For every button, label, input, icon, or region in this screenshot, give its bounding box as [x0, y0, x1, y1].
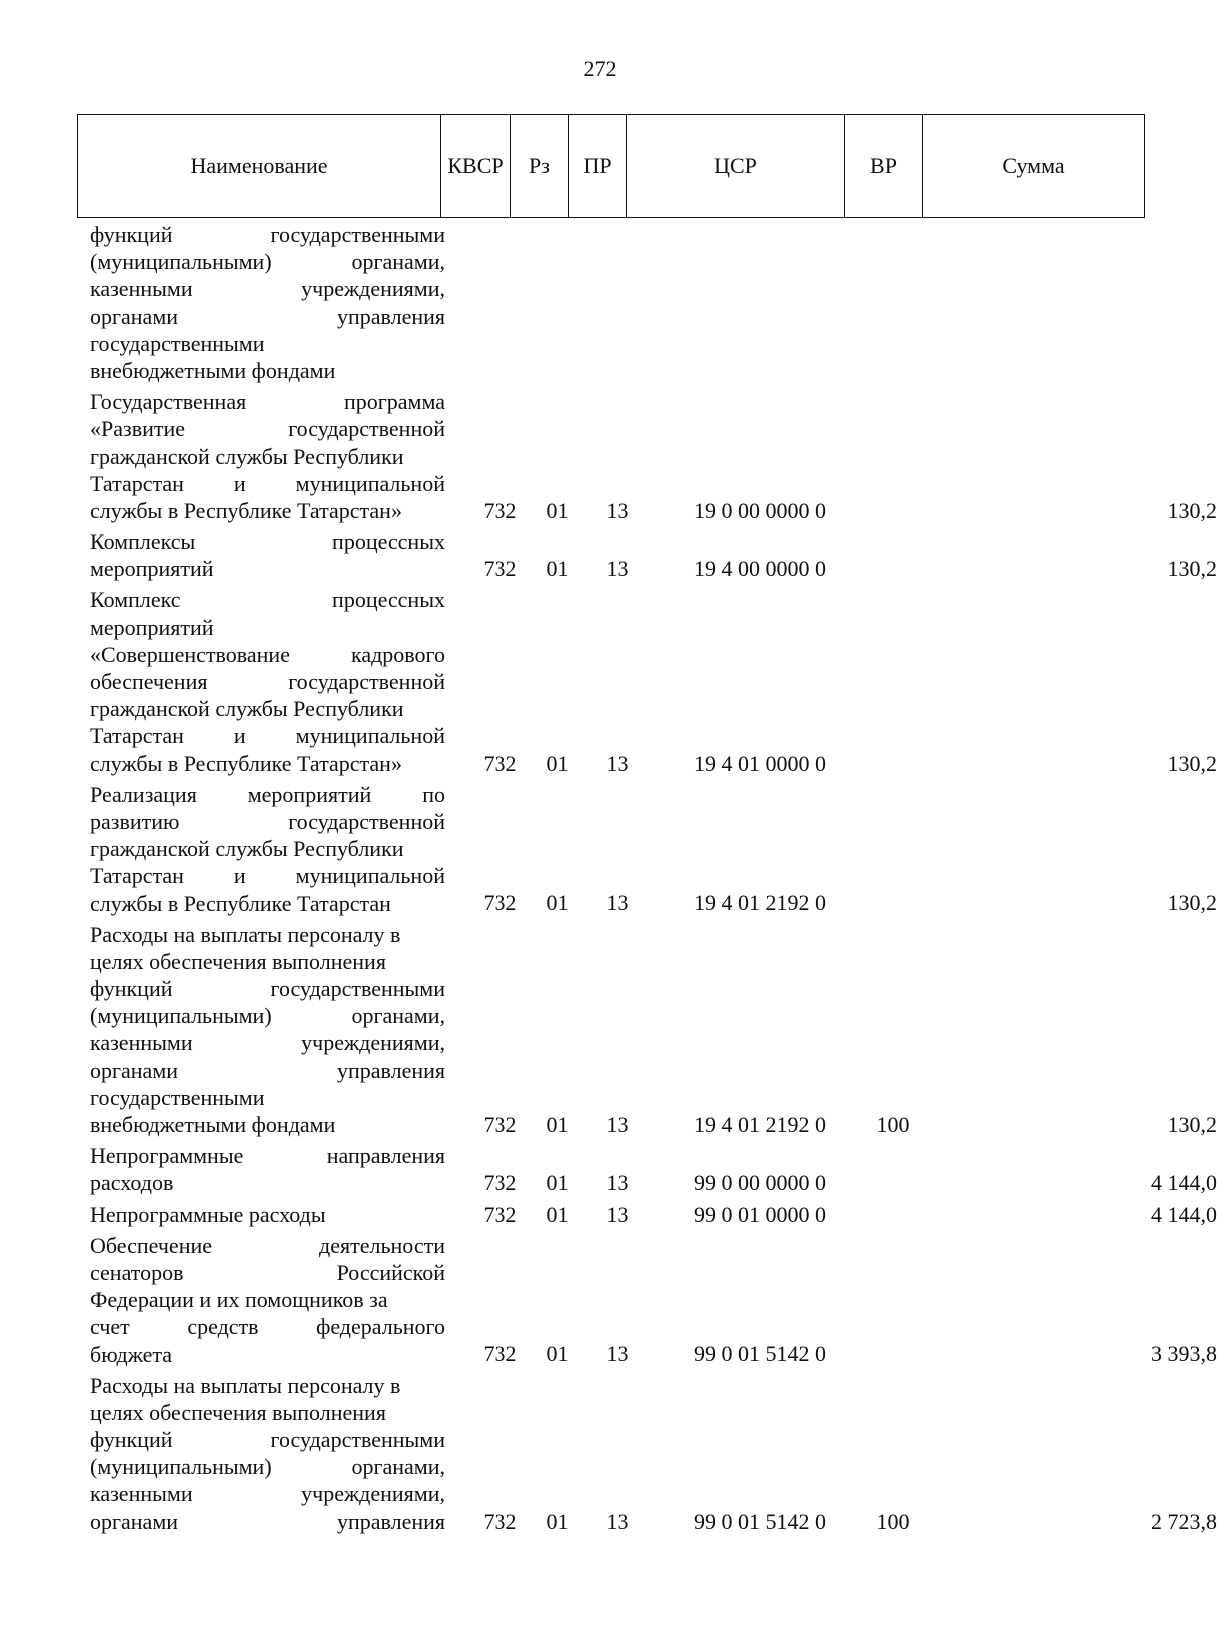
name-word: государственными — [270, 1427, 445, 1453]
name-word: Татарстан — [90, 723, 184, 749]
name-line — [90, 890, 445, 917]
cell-sum: 4 144,0 — [1151, 1170, 1217, 1196]
name-word: программа — [343, 389, 445, 415]
cell-kvsr: 732 — [483, 750, 517, 776]
name-line — [90, 975, 445, 1002]
name-word: процессных — [332, 529, 445, 555]
name-word: гражданской службы Республики — [90, 836, 404, 862]
name-line — [90, 614, 445, 641]
table-row — [90, 1201, 1217, 1228]
table-row — [90, 1232, 1217, 1368]
name-word: Непрограммные — [90, 1143, 244, 1169]
cell-sum: 130,2 — [1167, 890, 1217, 916]
name-word: направления — [326, 1143, 445, 1169]
cell-name — [90, 528, 445, 582]
name-line — [90, 722, 445, 749]
name-line — [90, 1029, 445, 1056]
name-line — [90, 948, 445, 975]
name-word: государственной — [288, 416, 445, 442]
name-word: средств — [187, 1314, 259, 1340]
cell-name — [90, 921, 445, 1139]
name-line — [90, 221, 445, 248]
cell-rz: 01 — [546, 497, 569, 523]
cell-name — [90, 781, 445, 917]
name-word: сенаторов — [90, 1259, 184, 1285]
name-word: деятельности — [319, 1232, 445, 1258]
cell-csr: 19 0 00 0000 0 — [694, 497, 826, 523]
cell-rz: 01 — [546, 1341, 569, 1367]
name-word: и — [233, 723, 246, 749]
name-word: «Развитие — [90, 416, 186, 442]
name-word: Непрограммные расходы — [90, 1201, 326, 1227]
name-word: Российской — [336, 1259, 445, 1285]
table-row — [90, 1142, 1217, 1196]
name-word: управления — [336, 303, 445, 329]
cell-csr: 99 0 01 5142 0 — [694, 1341, 826, 1367]
name-line — [90, 415, 445, 442]
cell-kvsr: 732 — [483, 556, 517, 582]
name-line — [90, 443, 445, 470]
name-line — [90, 1372, 445, 1399]
name-line — [90, 1426, 445, 1453]
cell-sum: 2 723,8 — [1151, 1508, 1217, 1534]
name-word: внебюджетными фондами — [90, 357, 336, 383]
name-word: государственной — [288, 669, 445, 694]
name-line — [90, 497, 445, 524]
cell-csr: 99 0 01 0000 0 — [694, 1201, 826, 1227]
cell-name — [90, 1142, 445, 1196]
cell-rz: 01 — [546, 1170, 569, 1196]
table-row — [90, 221, 1150, 384]
name-line — [90, 1341, 445, 1368]
header-rz: Рз — [510, 115, 568, 217]
cell-name — [90, 388, 445, 524]
name-word: службы в Республике Татарстан» — [90, 497, 402, 523]
name-word: внебюджетными фондами — [90, 1112, 336, 1137]
header-name: Наименование — [190, 153, 328, 178]
cell-pr: 13 — [606, 1201, 629, 1227]
name-line — [90, 357, 445, 384]
name-word: государственной — [288, 808, 445, 834]
cell-csr: 99 0 01 5142 0 — [694, 1508, 826, 1534]
name-word: Комплексы — [90, 529, 196, 555]
name-word: (муниципальными) — [90, 1003, 272, 1029]
cell-csr: 19 4 01 0000 0 — [694, 750, 826, 776]
name-word: кадрового — [350, 641, 445, 667]
name-word: муниципальной — [295, 863, 445, 889]
cell-sum: 130,2 — [1167, 556, 1217, 582]
name-word: расходов — [90, 1170, 174, 1196]
name-word: функций — [90, 1427, 173, 1453]
name-word: Реализация — [90, 781, 197, 807]
name-word: Обеспечение — [90, 1232, 212, 1258]
name-line — [90, 330, 445, 357]
name-line — [90, 1453, 445, 1480]
name-word: функций — [90, 222, 173, 247]
name-word: государственными — [270, 976, 445, 1002]
name-line — [90, 808, 445, 835]
name-line — [90, 248, 445, 275]
name-word: и — [233, 470, 246, 496]
name-word: органами, — [351, 1003, 445, 1029]
name-line — [90, 1201, 445, 1228]
name-word: управления — [336, 1057, 445, 1083]
cell-sum: 130,2 — [1167, 497, 1217, 523]
cell-vr: 100 — [876, 1111, 910, 1137]
cell-csr: 19 4 00 0000 0 — [694, 556, 826, 582]
name-word: Комплекс — [90, 587, 181, 613]
name-word: функций — [90, 976, 173, 1002]
cell-rz: 01 — [546, 1508, 569, 1534]
name-line — [90, 586, 445, 613]
table-body — [90, 221, 1217, 1539]
cell-name — [90, 1232, 445, 1368]
cell-pr: 13 — [606, 1170, 629, 1196]
cell-rz: 01 — [546, 1201, 569, 1227]
cell-csr: 99 0 00 0000 0 — [694, 1170, 826, 1196]
name-word: казенными — [90, 1481, 193, 1507]
name-word: Татарстан — [90, 470, 184, 496]
cell-pr: 13 — [606, 890, 629, 916]
name-word: Государственная — [90, 389, 247, 415]
name-word: и — [233, 863, 246, 889]
cell-name — [90, 586, 445, 776]
name-line — [90, 1508, 445, 1535]
name-line — [90, 835, 445, 862]
cell-name — [90, 1201, 445, 1228]
cell-kvsr: 732 — [483, 1341, 517, 1367]
name-word: Расходы на выплаты персоналу в — [90, 921, 401, 947]
name-line — [90, 303, 445, 330]
name-word: муниципальной — [295, 723, 445, 749]
name-word: государственными — [90, 1084, 265, 1110]
table-row — [90, 921, 1217, 1139]
name-word: государственными — [270, 222, 445, 247]
name-line — [90, 1142, 445, 1169]
cell-sum: 4 144,0 — [1151, 1201, 1217, 1227]
cell-pr: 13 — [606, 1341, 629, 1367]
name-word: бюджета — [90, 1341, 173, 1367]
name-line — [90, 668, 445, 695]
cell-kvsr: 732 — [483, 1111, 517, 1137]
name-word: процессных — [332, 587, 445, 613]
cell-sum: 130,2 — [1167, 1111, 1217, 1137]
table-row — [90, 586, 1217, 776]
cell-rz: 01 — [546, 750, 569, 776]
table-row — [90, 1372, 1217, 1535]
name-word: федерального — [316, 1314, 445, 1340]
cell-sum: 130,2 — [1167, 750, 1217, 776]
cell-pr: 13 — [606, 556, 629, 582]
cell-rz: 01 — [546, 890, 569, 916]
name-line — [90, 470, 445, 497]
name-word: по — [422, 781, 445, 807]
cell-vr: 100 — [876, 1508, 910, 1534]
name-word: муниципальной — [295, 470, 445, 496]
cell-pr: 13 — [606, 497, 629, 523]
header-vr: ВР — [844, 115, 922, 217]
name-line — [90, 1259, 445, 1286]
cell-name — [90, 221, 445, 384]
name-line — [90, 1002, 445, 1029]
name-line — [90, 1232, 445, 1259]
name-line — [90, 555, 445, 582]
cell-csr: 19 4 01 2192 0 — [694, 890, 826, 916]
cell-kvsr: 732 — [483, 890, 517, 916]
name-word: службы в Республике Татарстан — [90, 890, 391, 916]
name-word: целях обеспечения выполнения — [90, 948, 386, 974]
header-kvsr: КВСР — [440, 115, 510, 217]
cell-kvsr: 732 — [483, 1201, 517, 1227]
name-line — [90, 1057, 445, 1084]
name-word: (муниципальными) — [90, 249, 272, 275]
cell-pr: 13 — [606, 1508, 629, 1534]
name-line — [90, 275, 445, 302]
name-word: счет — [90, 1314, 130, 1340]
name-word: Федерации и их помощников за — [90, 1287, 388, 1313]
cell-kvsr: 732 — [483, 497, 517, 523]
cell-name — [90, 1372, 445, 1535]
name-word: Татарстан — [90, 863, 184, 889]
name-line — [90, 388, 445, 415]
name-word: управления — [336, 1508, 445, 1534]
cell-rz: 01 — [546, 1111, 569, 1137]
name-word: государственными — [90, 330, 265, 356]
table-row — [90, 388, 1217, 524]
name-word: гражданской службы Республики — [90, 696, 404, 722]
name-word: органами — [90, 1057, 179, 1083]
name-line — [90, 781, 445, 808]
name-word: учреждениями, — [301, 276, 445, 302]
name-line — [90, 695, 445, 722]
cell-kvsr: 732 — [483, 1508, 517, 1534]
name-word: обеспечения — [90, 669, 208, 694]
name-line — [90, 1169, 445, 1196]
name-line — [90, 1111, 445, 1138]
name-line — [90, 921, 445, 948]
name-word: службы в Республике Татарстан» — [90, 750, 402, 776]
name-line — [90, 528, 445, 555]
cell-pr: 13 — [606, 1111, 629, 1137]
name-word: «Совершенствование — [90, 641, 290, 667]
header-csr: ЦСР — [626, 115, 844, 217]
name-word: органами — [90, 1508, 179, 1534]
name-word: органами, — [351, 1454, 445, 1480]
name-line — [90, 641, 445, 668]
name-word: мероприятий — [90, 556, 214, 582]
name-word: гражданской службы Республики — [90, 443, 404, 469]
name-word: казенными — [90, 1030, 193, 1056]
table-header — [77, 114, 1145, 218]
name-line — [90, 1480, 445, 1507]
table-row — [90, 528, 1217, 582]
page-number: 272 — [583, 56, 617, 81]
name-line — [90, 1313, 445, 1340]
cell-csr: 19 4 01 2192 0 — [694, 1111, 826, 1137]
cell-sum: 3 393,8 — [1151, 1341, 1217, 1367]
name-word: (муниципальными) — [90, 1454, 272, 1480]
name-line — [90, 862, 445, 889]
cell-rz: 01 — [546, 556, 569, 582]
header-pr: ПР — [568, 115, 626, 217]
name-word: целях обеспечения выполнения — [90, 1399, 386, 1425]
cell-kvsr: 732 — [483, 1170, 517, 1196]
name-word: Расходы на выплаты персоналу в — [90, 1372, 401, 1398]
name-line — [90, 1286, 445, 1313]
name-line — [90, 1399, 445, 1426]
name-word: казенными — [90, 276, 193, 302]
name-word: органами — [90, 303, 179, 329]
name-word: мероприятий — [90, 614, 214, 640]
name-word: учреждениями, — [301, 1030, 445, 1056]
name-line — [90, 750, 445, 777]
name-word: мероприятий — [247, 781, 372, 807]
name-word: развитию — [90, 808, 180, 834]
cell-pr: 13 — [606, 750, 629, 776]
name-line — [90, 1084, 445, 1111]
header-sum: Сумма — [922, 115, 1144, 217]
table-row — [90, 781, 1217, 917]
name-word: учреждениями, — [301, 1481, 445, 1507]
name-word: органами, — [351, 249, 445, 275]
